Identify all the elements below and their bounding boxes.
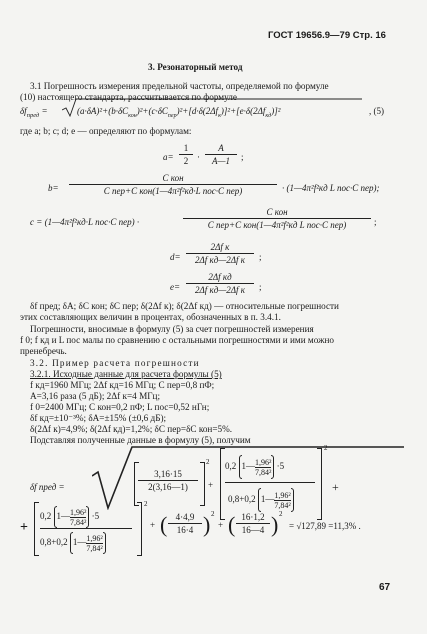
formula-b-lhs: b= <box>48 183 59 193</box>
calc-term2-line <box>225 482 315 483</box>
paragraph-3-1-line1: 3.1 Погрешность измерения предельной частоты, определяемой по формуле <box>30 81 329 91</box>
calc-term2-num: 0,2 1— $\frac{\text{1,96²}}{\text{7,84²}}$ ·5 <box>225 455 284 479</box>
calc-paren-3-close: ) <box>203 512 211 537</box>
formula-c-frac: C кон C пер+C кон(1—4π²f²кд L пос·C пер) <box>183 207 371 230</box>
formula-b-tail: · (1—4π²f²кд L пос·C пер); <box>282 183 380 193</box>
formula-e-end: ; <box>259 282 262 292</box>
formula-c-lhs: c = (1—4π²f²кд·L пос·C пер) · <box>30 217 140 227</box>
formula-5-body: $(a\cdot\delta A)^2+(b\cdot\delta C_{кон})^2+(c\cdot\delta C_{пер})^2+[d\cdot\delta(2\Delta f_к)]^2+[e\cdot\delta(2\Delta f_{кд})]^2$ <box>77 106 281 119</box>
formula-d-frac: 2Δf к 2Δf кд—2Δf к <box>186 242 254 265</box>
formula-c-end: ; <box>374 217 377 227</box>
errors-line2: f 0; f кд и L пос малы по сравнению с остальными погрешностями и ими можно <box>20 335 334 345</box>
formula-e-frac: 2Δf кд 2Δf кд—2Δf к <box>186 272 254 295</box>
formula-5-lhs: δf <box>20 106 27 116</box>
calc-plus-1: + <box>208 480 214 490</box>
calc-bracket-1-close <box>200 462 205 506</box>
calc-paren-4-close: ) <box>271 512 279 537</box>
formula-a-lhs: a= <box>163 152 174 162</box>
explanation-line1: δf пред; δA; δC кон; δC пер; δ(2Δf к); δ(2Δf кд) — относительные погрешности <box>30 301 339 311</box>
calc-bracket-3 <box>34 502 39 556</box>
formula-5-eq: = <box>41 106 48 116</box>
formula-a-dot: · <box>197 152 200 162</box>
calc-term4-sq: 2 <box>279 510 283 518</box>
calc-term3-sq: 2 <box>211 510 215 518</box>
calc-term2b-num: 0,2 1— $\frac{\text{1,96²}}{\text{7,84²}}$ ·5 <box>40 507 100 527</box>
formula-a-frac2: $\frac{A}{A—1}$ <box>205 143 237 166</box>
explanation-line2: этих составляющих величин в процентах, обозначенных в п. 3.4.1. <box>20 312 281 322</box>
section-title: 3. Резонаторный метод <box>148 62 243 72</box>
calc-plus-3: + <box>20 520 28 535</box>
calc-term2-den: 0,8+0,2 1— $\frac{\text{1,96²}}{\text{7,84²}}$ <box>228 488 294 512</box>
calc-plus-2: + <box>332 480 339 494</box>
calc-term2-sq: 2 <box>324 444 328 452</box>
calc-result: = √127,89 =11,3% . <box>289 521 361 531</box>
calc-term1-sq: 2 <box>206 458 210 466</box>
calc-paren-3-open: ( <box>160 512 168 537</box>
example-value-2: A=3,16 раза (5 дБ); 2Δf к=4 МГц; <box>30 391 161 401</box>
calc-lhs: δf пред = <box>30 482 65 492</box>
page-number: 67 <box>379 582 391 593</box>
substitute-text: Подставляя полученные данные в формулу (5), получим <box>30 435 251 445</box>
formula-a-end: ; <box>241 152 244 162</box>
paragraph-3-1-line2: (10) настоящего стандарта, рассчитывается по формуле <box>20 92 237 102</box>
example-value-5: δ(2Δf к)=4,9%; δ(2Δf кд)=1,2%; δC пер=δC кон=5%. <box>30 424 233 434</box>
formula-5-lhs-sub: пред <box>26 111 40 119</box>
errors-line3: пренебречь. <box>20 346 67 356</box>
calc-paren-4-open: ( <box>228 512 236 537</box>
example-subtitle: 3.2.1. Исходные данные для расчета формулы (5) <box>30 369 222 379</box>
standard-header: ГОСТ 19656.9—79 Стр. 16 <box>268 30 386 41</box>
calc-term2b-sq: 2 <box>144 500 148 508</box>
calc-plus-4: + <box>150 520 156 530</box>
formula-5-number: , (5) <box>369 106 384 116</box>
calc-plus-5: + <box>218 520 224 530</box>
example-title: 3.2. Пример расчета погрешности <box>30 358 200 368</box>
formula-5 <box>20 106 48 119</box>
formula-b-frac: C кон C пер+C кон(1—4π²f²кд·L пос·C пер) <box>69 173 277 196</box>
where-text: где a; b; c; d; e — определяют по формулам: <box>20 126 192 136</box>
formula-a-frac1: $\frac{1}{2}$ <box>179 143 193 166</box>
formula-d-end: ; <box>259 252 262 262</box>
formula-e-lhs: e= <box>170 282 181 292</box>
calc-term1: $\frac{3,16\cdot 15}{2(3,16—1)}$ <box>138 469 198 492</box>
calc-bracket-3-close <box>137 502 142 556</box>
formula-d-lhs: d= <box>170 252 181 262</box>
calc-term2b-den: 0,8+0,2 1— $\frac{\text{1,96²}}{\text{7,84²}}$ <box>40 532 106 554</box>
example-value-4: δf кд=±10⁻³%; δA=±15% (±0,6 дБ); <box>30 413 167 423</box>
calc-bracket-2-close <box>317 448 322 520</box>
example-value-1: f кд=1960 МГц; 2Δf кд=16 МГц; C пер=0,8 пФ; <box>30 380 215 390</box>
example-value-3: f 0=2400 МГц; C кон=0,2 пФ; L пос=0,52 нГн; <box>30 402 210 412</box>
calc-term3: $\frac{4\cdot 4,9}{16\cdot 4}$ <box>168 512 202 535</box>
calc-term4: $\frac{16\cdot 1,2}{16—4}$ <box>236 512 270 535</box>
calc-term2b-line <box>40 528 132 529</box>
errors-line1: Погрешности, вносимые в формулу (5) за счет погрешностей измерения <box>30 324 314 334</box>
